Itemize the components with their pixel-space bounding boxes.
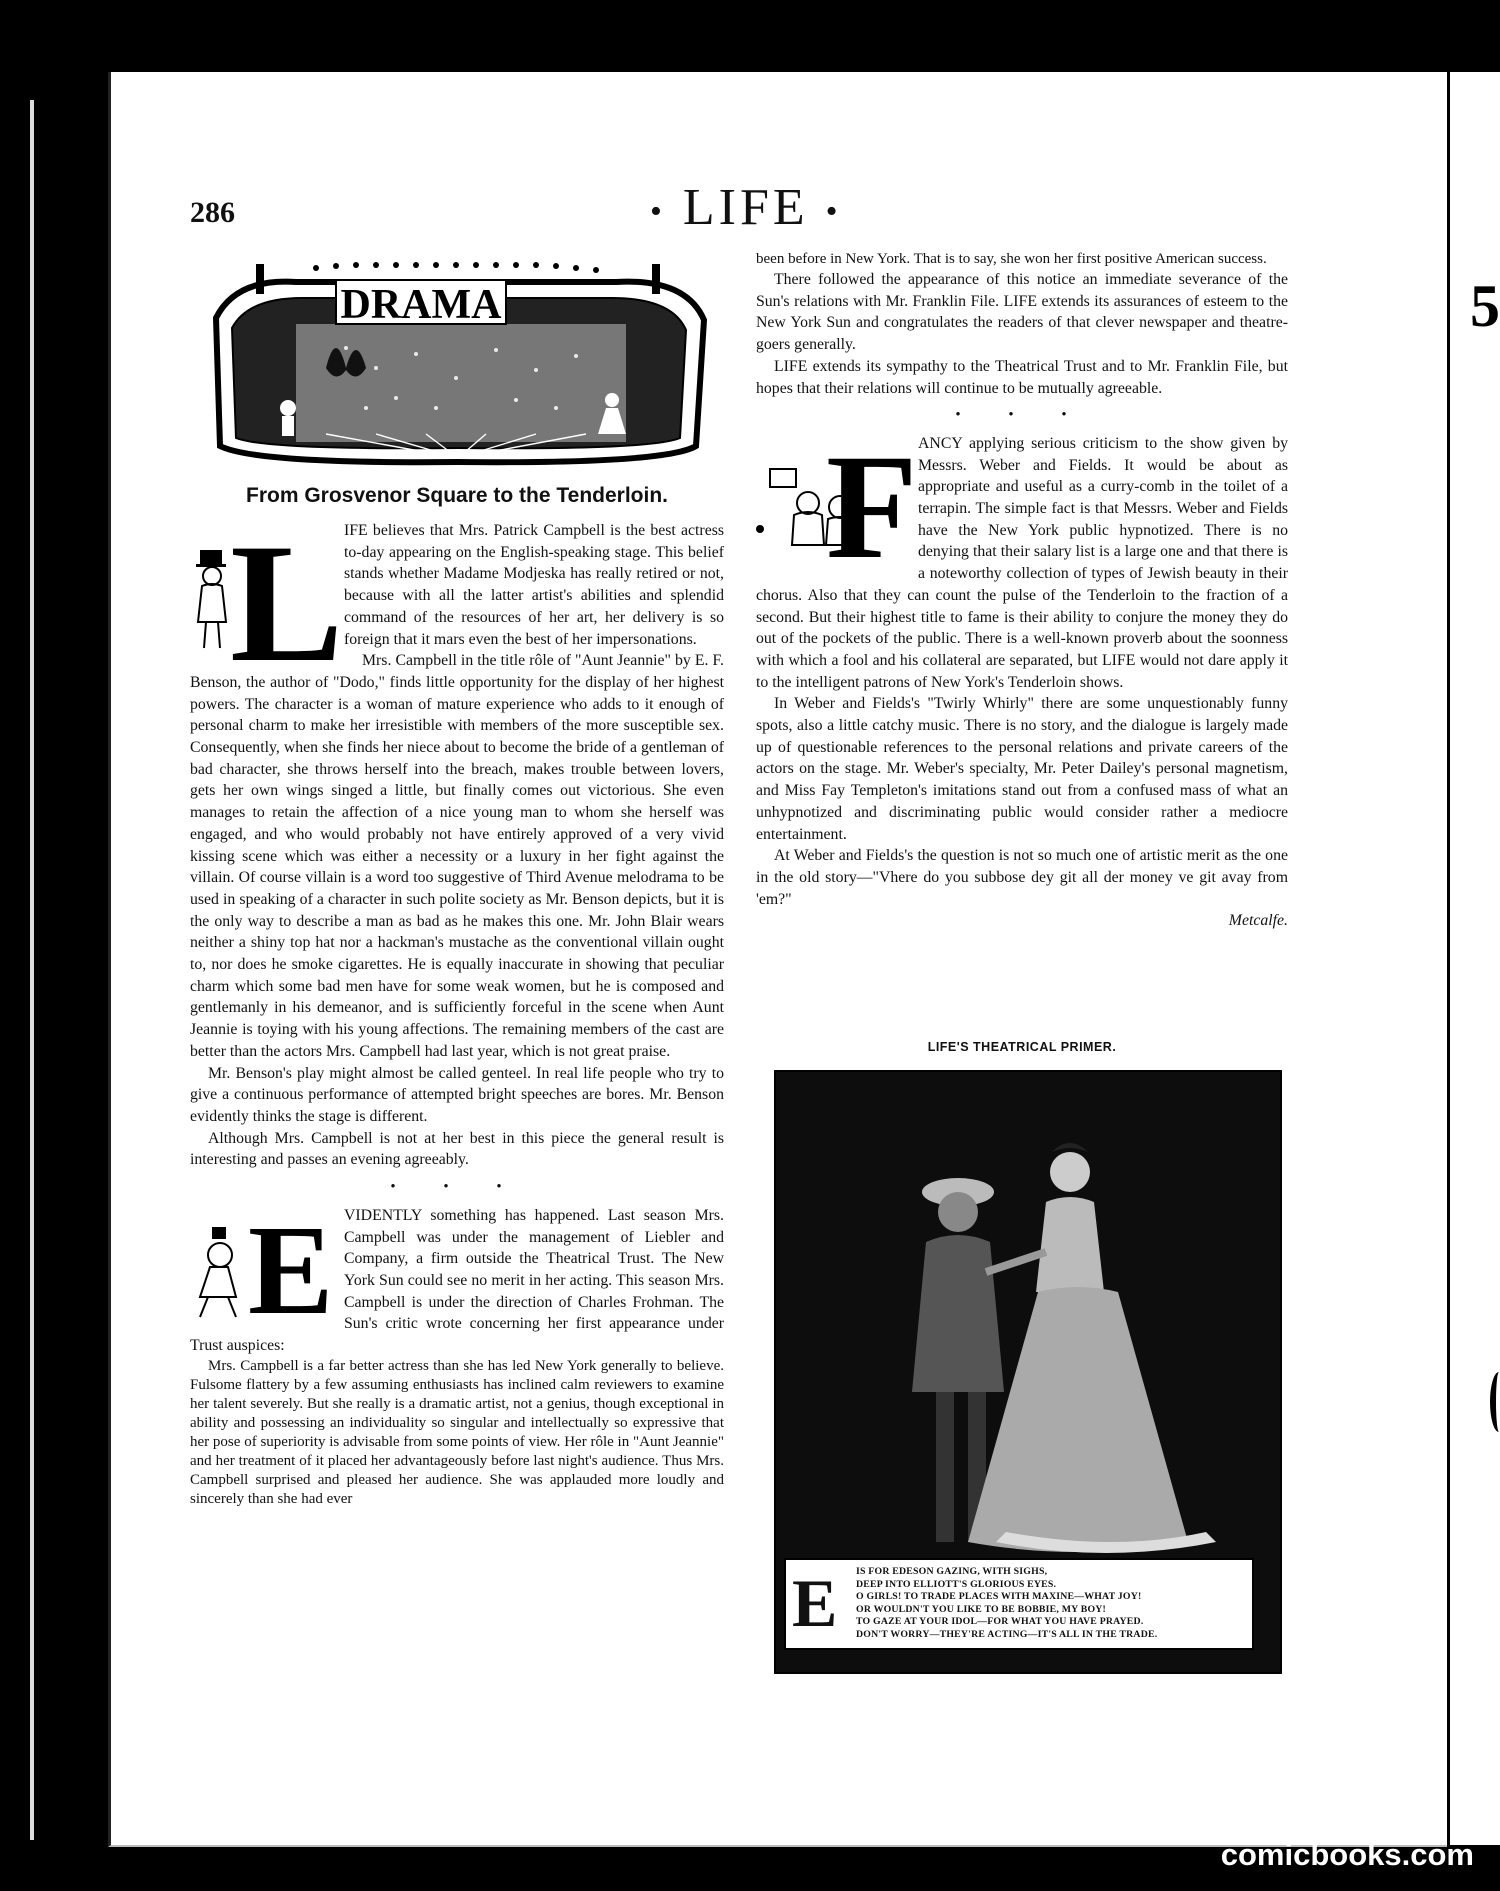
page-edge <box>30 100 34 1840</box>
initial-l-illustration <box>190 520 340 668</box>
paragraph: At Weber and Fields's the question is not so much one of artistic merit as the one in the old story—"Vhere do you subbose dey git all der money ve git avay from 'em?" <box>756 847 1288 908</box>
drop-cap-f: F <box>826 432 914 565</box>
adjacent-page-edge: 5 <box>1450 72 1500 1845</box>
paragraph: ANCY applying serious criticism to the show given by Messrs. Weber and Fields. It would be about as appropriate and useful as a curry-comb in the toilet of a terrapin. The simple fact is that Messrs. Weber and Fields have the New York public hypnotized. There is no denying that their salary list is a large one and that there is a noteworthy collection of types of Jewish beauty in their chorus. Also that they can count the pulse of the Tenderloin to the fraction of a second. But their highest title to fame is their ability to conjure the money they do out of the pockets of the public. There is a well-known proverb about the soonness with which a fool and his collateral are separated, but LIFE would not dare apply it to the intelligent patrons of New York's Tenderloin shows. <box>756 434 1288 691</box>
paragraph: Although Mrs. Campbell is not at her best in this piece the general result is interesting and passes an evening agreeably. <box>190 1129 724 1169</box>
initial-e-illustration <box>190 1205 340 1323</box>
quoted-review: Mrs. Campbell is a far better actress than she has led New York generally to believe. Fulsome flattery by a few assuming enthusiasts has inclined calm reviewers to examine her talent severely. But she really is a dramatic artist, not a genius, though exceptional in ability and possessing an individuality so singular and intellectually so expressive that her pose of superiority is advisable from some points of view. Her rôle in "Aunt Jeannie" and her treatment of it placed her advantageously before last night's audience. Thus Mrs. Campbell surprised and pleased her audience. She was applauded more loudly and sincerely than she had ever <box>190 1357 724 1507</box>
drama-banner-illustration <box>196 258 720 470</box>
quoted-review-continued: been before in New York. That is to say, she won her first positive American success. <box>756 251 1267 267</box>
paragraph: Mr. Benson's play might almost be called genteel. In real life people who try to give a continuous performance of attempted bright speeches are bores. Mr. Benson evidently thinks the stage is different. <box>190 1064 724 1125</box>
paragraph: In Weber and Fields's "Twirly Whirly" there are some unquestionably funny spots, also a little catchy music. There is no story, and the dialogue is largely made up of questionable references to the personal relations and private careers of the actors on the stage. Mr. Weber's specialty, Mr. Peter Dailey's personal magnetism, and Miss Fay Templeton's imitations stand out from a confused mass of what an unhypnotized and discriminating public would consider rather a mediocre entertainment. <box>756 695 1288 843</box>
caption-line: IS FOR EDESON GAZING, WITH SIGHS, <box>856 1566 1048 1577</box>
caption-line: OR WOULDN'T YOU LIKE TO BE BOBBIE, MY BOY! <box>856 1603 1107 1615</box>
little-man-with-hat-icon <box>190 520 340 668</box>
drop-cap-l: L <box>230 520 340 668</box>
section-divider: • • • <box>955 407 1089 424</box>
masthead-title: LIFE <box>682 179 809 236</box>
drop-cap-e: E <box>248 1204 334 1323</box>
paragraph: There followed the appearance of this notice an immediate severance of the Sun's relations with Mr. Franklin File. LIFE extends its assurances of esteem to the New York Sun and congratulates the readers of that clever newspaper and theatre-goers generally. <box>756 271 1288 354</box>
initial-f-illustration <box>756 433 914 565</box>
paragraph: LIFE extends its sympathy to the Theatrical Trust and to Mr. Franklin File, but hopes that their relations will continue to be mutually agreeable. <box>756 357 1288 397</box>
section-divider: • • • <box>390 1179 524 1196</box>
paragraph: VIDENTLY something has happened. Last season Mrs. Campbell was under the management of Liebler and Company, a firm outside the Theatrical Trust. The New York Sun could see no merit in her acting. This season Mrs. Campbell is under the direction of Charles Frohman. The Sun's critic wrote concerning her first appearance under Trust auspices: <box>190 1206 724 1355</box>
weber-and-fields-icon <box>756 433 914 565</box>
comic-figures-icon <box>190 1205 340 1323</box>
drama-banner-label: DRAMA <box>340 282 502 328</box>
caption-line: DON'T WORRY—THEY'RE ACTING—IT'S ALL IN THE TRADE. <box>856 1628 1158 1640</box>
caption-line: O GIRLS! TO TRADE PLACES WITH MAXINE—WHAT JOY! <box>856 1591 1142 1603</box>
primer-caption <box>784 1558 1254 1650</box>
caption-line: DEEP INTO ELLIOTT'S GLORIOUS EYES. <box>856 1578 1057 1590</box>
caption-initial: E <box>792 1565 838 1641</box>
article-headline: From Grosvenor Square to the Tenderloin. <box>246 484 668 507</box>
left-column <box>190 520 724 1509</box>
caption-line: TO GAZE AT YOUR IDOL—FOR WHAT YOU HAVE PRAYED. <box>856 1616 1144 1628</box>
paragraph: Mrs. Campbell in the title rôle of "Aunt Jeannie" by E. F. Benson, the author of "Dodo," finds little opportunity for the display of her highest powers. The character is a woman of mature experience who adds to it enough of personal charm to make her irresistible with members of the more susceptible sex. Consequently, when she finds her niece about to become the bride of a gentleman of bad character, she throws herself into the breach, makes trouble between lovers, gets her own wings singed a little, but finally comes out victorious. She even manages to retain the affection of a nice young man to whom she herself was engaged, and who would probably not have entirely approved of a very vivid kissing scene which was either a necessity or a luxury in her fight against the villain. Of course villain is a word too suggestive of Third Avenue melodrama to be used in speaking of a character in such polite society as Mr. Benson depicts, but it is the only way to describe a man as bad as he makes this one. Mr. John Blair wears neither a shiny top hat nor a hackman's mustache as the conventional villain ought to, nor does he smoke cigarettes. He is equally inaccurate in showing that peculiar charm which some bad men have for some weak women, but he is composed and gentlemanly in his demeanor, and is sufficiently forceful in the scene when Aunt Jeannie is toying with his young affections. The remaining members of the cast are better than the actors Mrs. Campbell had last year, which is not great praise. <box>190 652 724 1060</box>
author-signature: Metcalfe. <box>1228 912 1288 930</box>
masthead: • LIFE • <box>650 179 842 236</box>
page-number: 286 <box>190 196 235 229</box>
right-column <box>756 250 1288 932</box>
site-watermark: comicbooks.com <box>1220 1837 1474 1872</box>
caption-verse <box>856 1566 1248 1642</box>
primer-title: LIFE'S THEATRICAL PRIMER. <box>927 1040 1117 1054</box>
paragraph: IFE believes that Mrs. Patrick Campbell is the best actress to-day appearing on the English-speaking stage. This belief stands whether Madame Modjeska has really retired or not, because with all the latter artist's abilities and splendid command of the resources of her art, her delivery is so foreign that it mars even the best of her impersonations. <box>344 522 724 648</box>
